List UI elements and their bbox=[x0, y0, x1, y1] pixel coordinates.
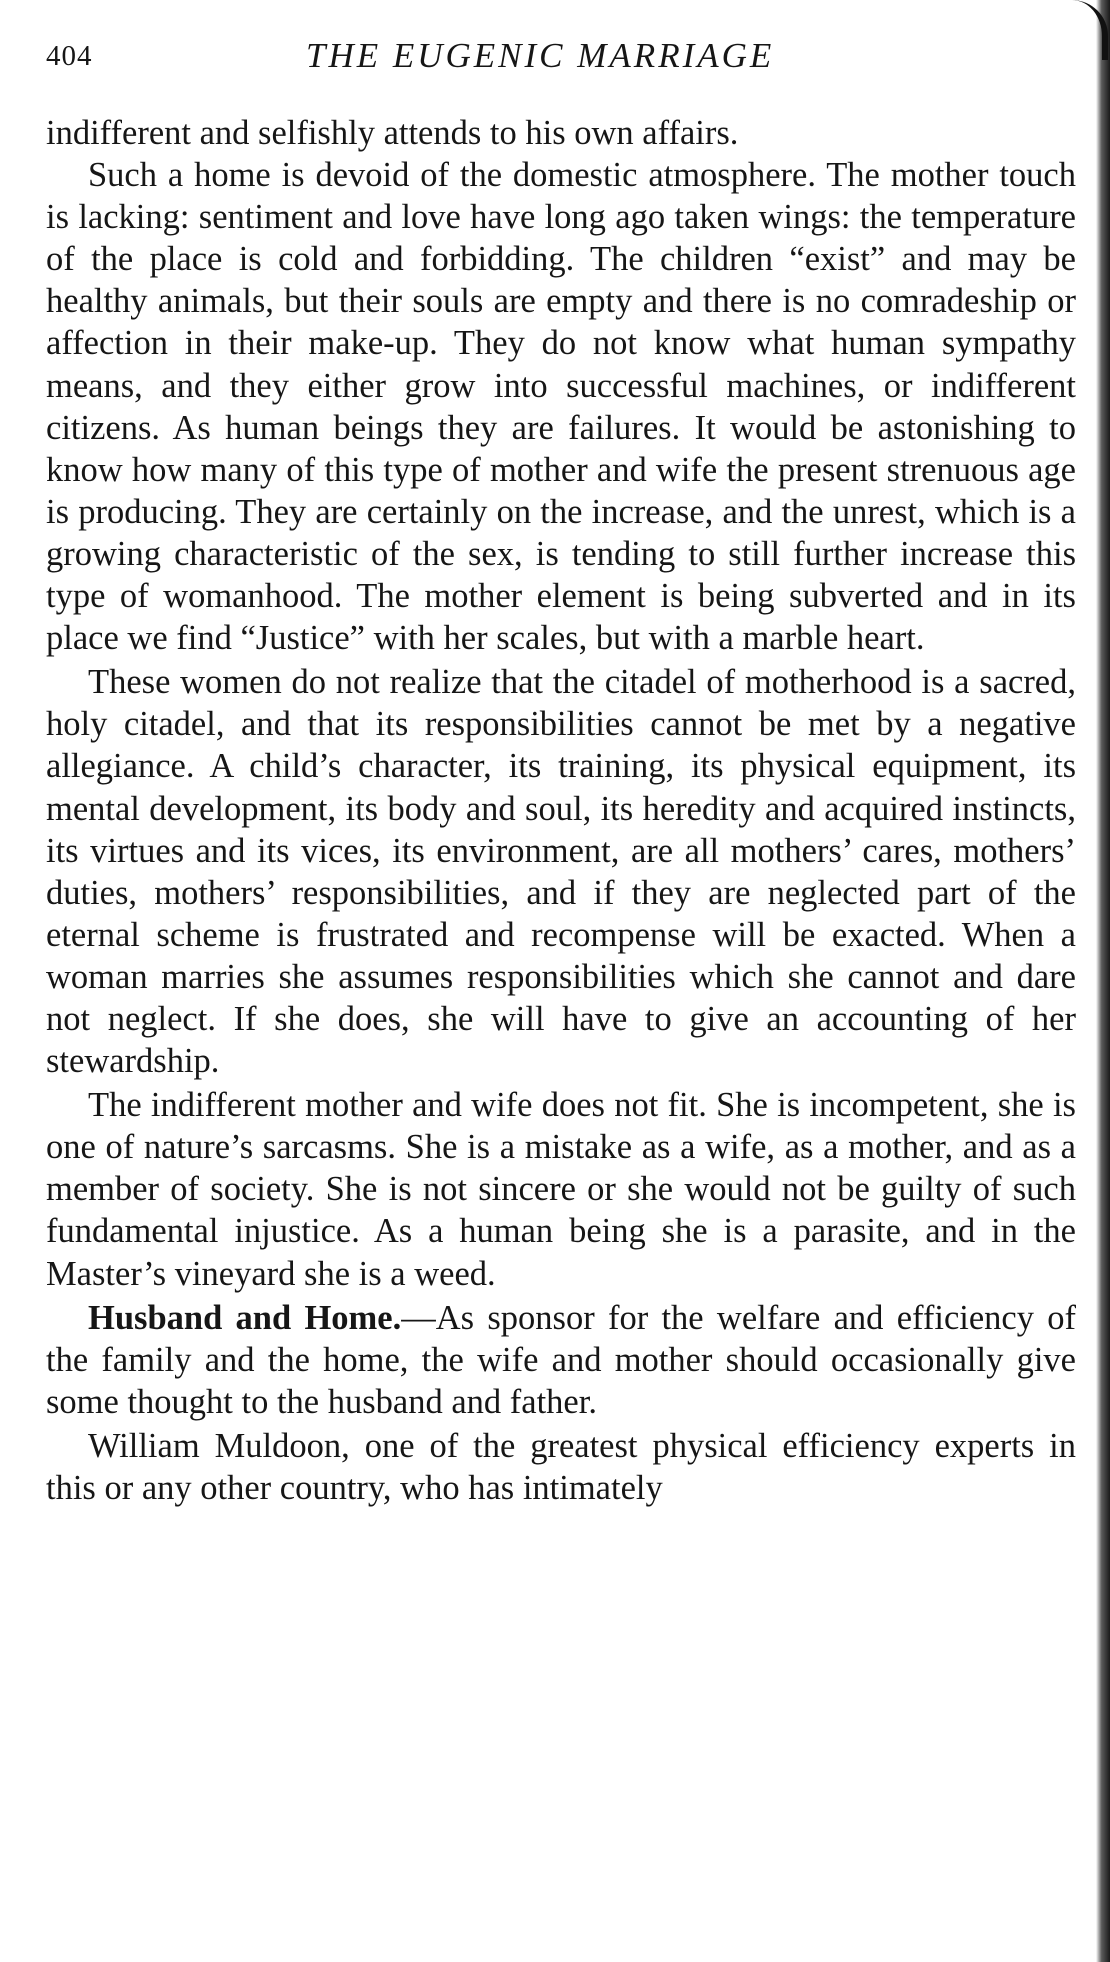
paragraph-continuation: indifferent and selfishly attends to his own affairs. bbox=[46, 114, 739, 152]
paragraph-indifferent-mother: The indifferent mother and wife does not fit. She is incompetent, she is one of nature’s sarcasms. She is a mistake as a wife, as a mother, and as a member of society. She is not sincere or she would not be guilty of such fundamental injustice. As a human being she is a parasite, and in the Master’s vineyard she is a weed. bbox=[46, 1086, 1076, 1293]
paragraph-home-atmosphere: Such a home is devoid of the domestic atmosphere. The mother touch is lacking: sentiment and love have long ago taken wings: the temperature of the place is cold and forbidding. The children “exist” and may be healthy animals, but their souls are empty and there is no comradeship or affection in their make-up. They do not know what human sympathy means, and they either grow into successful machines, or indifferent citizens. As human beings they are failures. It would be astonishing to know how many of this type of mother and wife the present strenuous age is producing. They are certainly on the increase, and the unrest, which is a growing characteristic of the sex, is tending to still further increase this type of womanhood. The mother element is being subverted and in its place we find “Justice” with her scales, but with a marble heart. bbox=[46, 156, 1076, 658]
page-number: 404 bbox=[46, 40, 93, 72]
paragraph-husband-and-home-text: —As sponsor for the welfare and efficiency of the family and the home, the wife and mother should occasionally give some thought to the husband and father. bbox=[46, 1298, 1076, 1421]
body-text bbox=[46, 112, 1076, 1509]
paragraph-husband-and-home bbox=[46, 1297, 1076, 1423]
running-head: THE EUGENIC MARRIAGE bbox=[306, 36, 775, 75]
paragraph-william-muldoon: William Muldoon, one of the greatest physical efficiency experts in this or any other country, who has intimately bbox=[46, 1426, 1076, 1507]
page-header bbox=[46, 36, 1076, 80]
paragraph-citadel-of-motherhood: These women do not realize that the citadel of motherhood is a sacred, holy citadel, and that its responsibilities cannot be met by a negative allegiance. A child’s character, its training, its physical equipment, its mental development, its body and soul, its heredity and acquired instincts, its virtues and its vices, its environment, are all mothers’ cares, mothers’ duties, mothers’ responsibilities, and if they are neglected part of the eternal scheme is frustrated and recompense will be exacted. When a woman marries she assumes responsibilities which she cannot and dare not neglect. If she does, she will have to give an accounting of her stewardship. bbox=[46, 663, 1076, 1081]
section-runin-heading: Husband and Home. bbox=[88, 1298, 402, 1337]
page-binding-edge bbox=[1096, 0, 1110, 1962]
